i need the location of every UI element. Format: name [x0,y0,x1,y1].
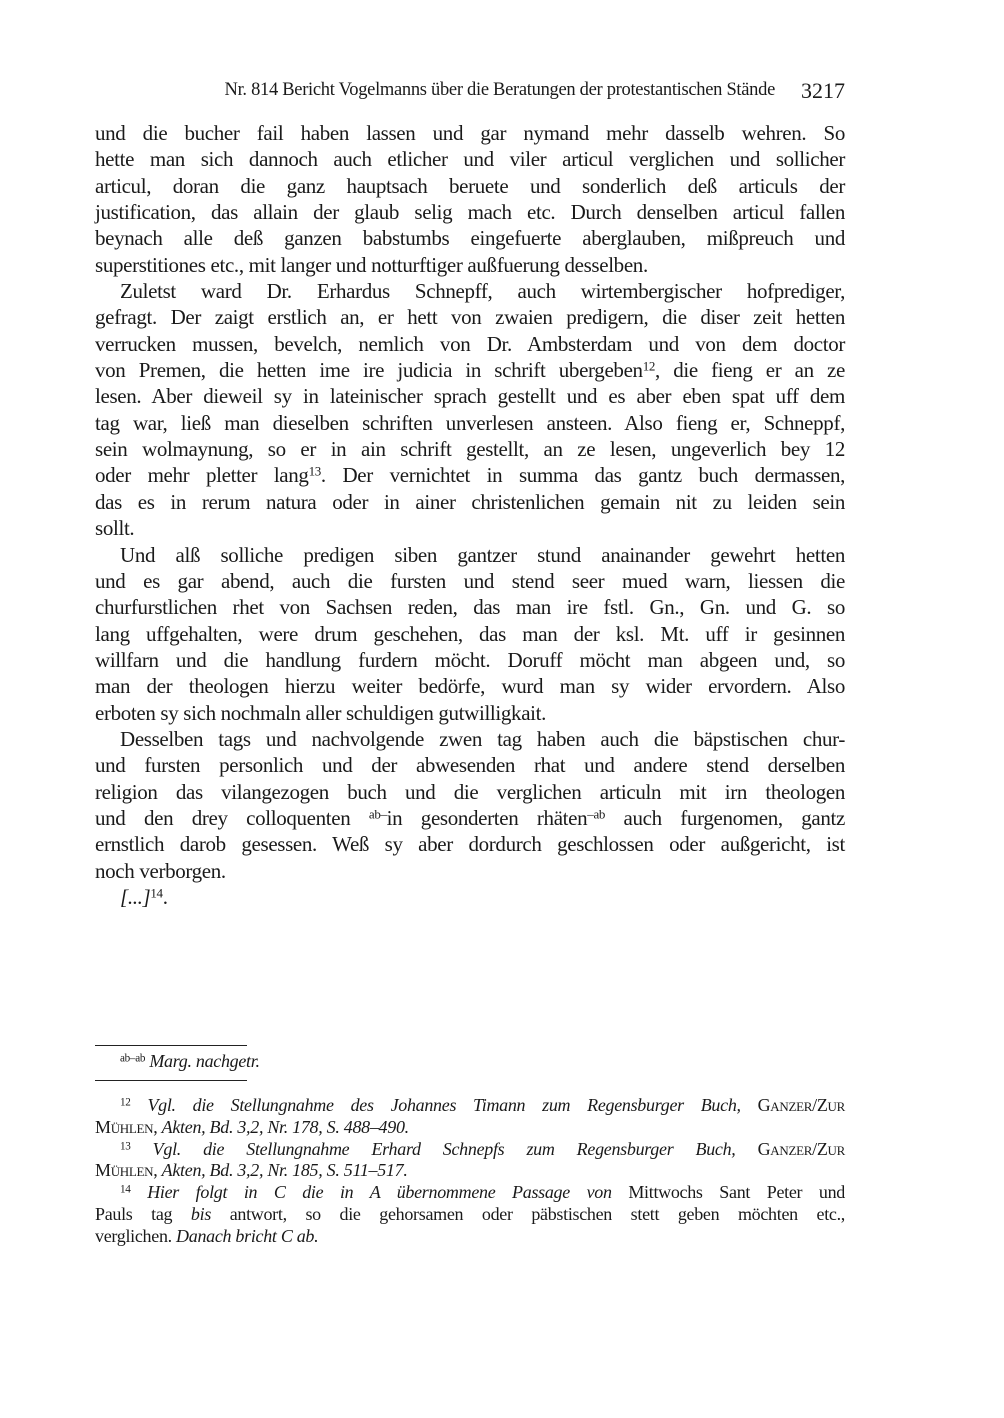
text-run: hette man sich dannoch auch etlicher und viler articul verglichen und sollicher [95,147,845,172]
text-run: oder mehr pletter lang [95,463,309,488]
text-run: religion das vilangezogen buch und die verglichen articuln mit irn theologen [95,779,845,804]
paragraph [95,120,845,278]
text-line [95,199,845,225]
text-run: Mühlen [95,1160,154,1181]
main-text [95,120,845,910]
note-line [95,1117,845,1139]
text-line [95,726,845,752]
text-run: gefragt. Der zaigt erstlich an, er hett von zwaien predigern, die diser zeit hetten [95,305,845,330]
footnote [95,1139,845,1183]
footnotes [95,1095,845,1248]
text-run: articul, doran die ganz hauptsach beruete und sonderlich deß articuls der [95,173,845,198]
text-line [95,700,845,726]
text-run: antwort, so die gehorsamen oder päbstischen stett geben möchten etc., [211,1203,845,1224]
text-run: lang uffgehalten, were drum geschehen, das man der ksl. Mt. uff ir gesinnen [95,621,845,646]
text-run: lesen. Aber dieweil sy in lateinischer sprach gestellt und es aber eben spat uff dem [95,384,845,409]
text-line [95,383,845,409]
note-line [95,1139,845,1161]
text-run: Mühlen [95,1116,154,1137]
text-run: willfarn und die handlung furdern möcht. Doruff möcht man abgeen und, so [95,647,845,672]
text-line [95,120,845,146]
text-run [736,1139,758,1159]
text-line [95,594,845,620]
text-run: , die fieng er an ze [655,358,845,383]
text-run: in gesonderten rhäten [386,805,588,830]
text-line [95,515,845,541]
text-run: und den drey colloquenten [95,805,369,830]
text-line [95,805,845,831]
paragraph [95,278,845,541]
text-line [95,278,845,304]
text-line [95,621,845,647]
text-run: Akten, Bd. 3,2, Nr. 185, S. 511–517. [161,1160,408,1181]
text-line [95,542,845,568]
note-marker: 14 [150,885,163,901]
text-line [95,436,845,462]
text-run: bis [190,1203,212,1224]
text-line [95,357,845,383]
text-line [95,252,845,278]
text-line [95,410,845,436]
text-run: Ganzer/Zur [757,1138,845,1159]
paragraph [95,726,845,884]
text-run: Akten, Bd. 3,2, Nr. 178, S. 488–490. [161,1116,409,1137]
text-line [95,173,845,199]
text-run: superstitiones etc., mit langer und notturftiger außfuerung desselben. [95,252,648,277]
text-run: Danach bricht C ab. [176,1225,319,1246]
text-line [95,462,845,488]
text-run [131,1182,148,1202]
note-marker: –ab [587,806,606,822]
note-marker: 13 [308,463,321,479]
text-run: und die bucher fail haben lassen und gar nymand mehr dasselb wehren. So [95,121,845,145]
page-number: 3217 [801,78,845,103]
text-run: sollt. [95,516,135,541]
text-run: Vgl. die Stellungnahme Erhard Schnepfs zum Regensburger Buch, [152,1138,736,1159]
text-line [95,673,845,699]
text-line [95,647,845,673]
text-run: verglichen. [95,1225,177,1246]
text-run: das es in rerum natura oder in ainer christenlichen gemain nit zu leiden sein [95,489,845,514]
text-run [741,1095,758,1115]
text-run: justification, das allain der glaub selig mach etc. Durch denselben articul fallen [95,200,845,225]
text-run: auch furgenomen, gantz [605,805,845,830]
textual-note [95,1051,845,1073]
text-run [131,1095,148,1115]
footnote [95,1095,845,1139]
text-run: sein wolmaynung, so er in ain schrift gestellt, an ze lesen, ungeverlich bey 12 [95,437,845,462]
text-run: ernstlich darob gesessen. Weß sy aber dordurch geschlossen oder außgericht, ist [95,832,845,857]
text-run: tag war, ließ man dieselben schriften unverlesen ansteen. Also fieng er, Schneppf, [95,410,845,435]
note-marker: 14 [120,1183,131,1196]
note-line [95,1204,845,1226]
footnotes-rule [95,1080,247,1081]
paragraph [95,542,845,726]
text-run: man der theologen hierzu weiter bedörfe, wurd man sy wider ervordern. Also [95,674,845,699]
text-line [95,146,845,172]
text-run: verrucken mussen, bevelch, nemlich von Dr. Ambsterdam und von dem doctor [95,331,845,356]
text-line [95,779,845,805]
text-run: , [153,1160,162,1181]
text-run: Marg. nachgetr. [149,1051,260,1071]
note-line [95,1095,845,1117]
text-run: Und alß solliche predigen siben gantzer stund anainander gewehrt hetten [120,542,845,567]
text-run: von Premen, die hetten ime ire judicia in schrift ubergeben [95,358,643,383]
paragraph [95,884,845,910]
running-title: Nr. 814 Bericht Vogelmanns über die Beratungen der protestantischen Stände [224,80,775,100]
note-marker: 13 [120,1140,131,1153]
text-run: Hier folgt in C die in A übernommene Passage von [147,1182,612,1203]
text-run: und fursten personlich und der abwesenden rhat und andere stend derselben [95,753,845,778]
text-run: und es gar abend, auch die fursten und stend seer mued warn, liessen die [95,568,845,593]
text-run: , [153,1116,162,1137]
text-line [95,304,845,330]
text-line [95,489,845,515]
running-header [95,78,845,106]
text-line [95,225,845,251]
text-run: Desselben tags und nachvolgende zwen tag haben auch die bäpstischen chur- [120,726,845,751]
text-line [95,331,845,357]
text-run: . [162,884,168,909]
note-marker: 12 [642,358,656,374]
footnote [95,1182,845,1247]
note-marker: ab–ab [120,1052,146,1065]
text-run: noch verborgen. [95,858,226,883]
text-run: Mittwochs Sant Peter und [611,1182,845,1203]
textual-notes [95,1051,845,1073]
text-run: Zuletst ward Dr. Erhardus Schnepff, auch wirtembergischer hofprediger, [120,279,845,304]
textual-notes-rule [95,1045,247,1046]
text-run: beynach alle deß ganzen babstumbs eingefuerte aberglauben, mißpreuch und [95,226,845,251]
note-marker: ab– [368,806,387,822]
text-run: erboten sy sich nochmaln aller schuldigen gutwilligkait. [95,700,547,725]
note-marker: 12 [120,1096,131,1109]
text-line [95,858,845,884]
note-line [95,1051,845,1073]
text-line [95,884,845,910]
text-line [95,568,845,594]
note-line [95,1226,845,1248]
text-run: Vgl. die Stellungnahme des Johannes Timann zum Regensburger Buch, [147,1095,741,1115]
note-line [95,1182,845,1204]
text-run: Ganzer/Zur [757,1095,845,1115]
text-run: . Der vernichtet in summa das gantz buch dermassen, [320,463,846,488]
text-run: Pauls tag [95,1203,191,1224]
text-run: churfurstlichen rhet von Sachsen reden, das man ire fstl. Gn., Gn. und G. so [95,595,845,620]
text-run: [...] [120,884,151,909]
text-line [95,752,845,778]
note-line [95,1160,845,1182]
text-run [131,1139,153,1159]
text-line [95,831,845,857]
